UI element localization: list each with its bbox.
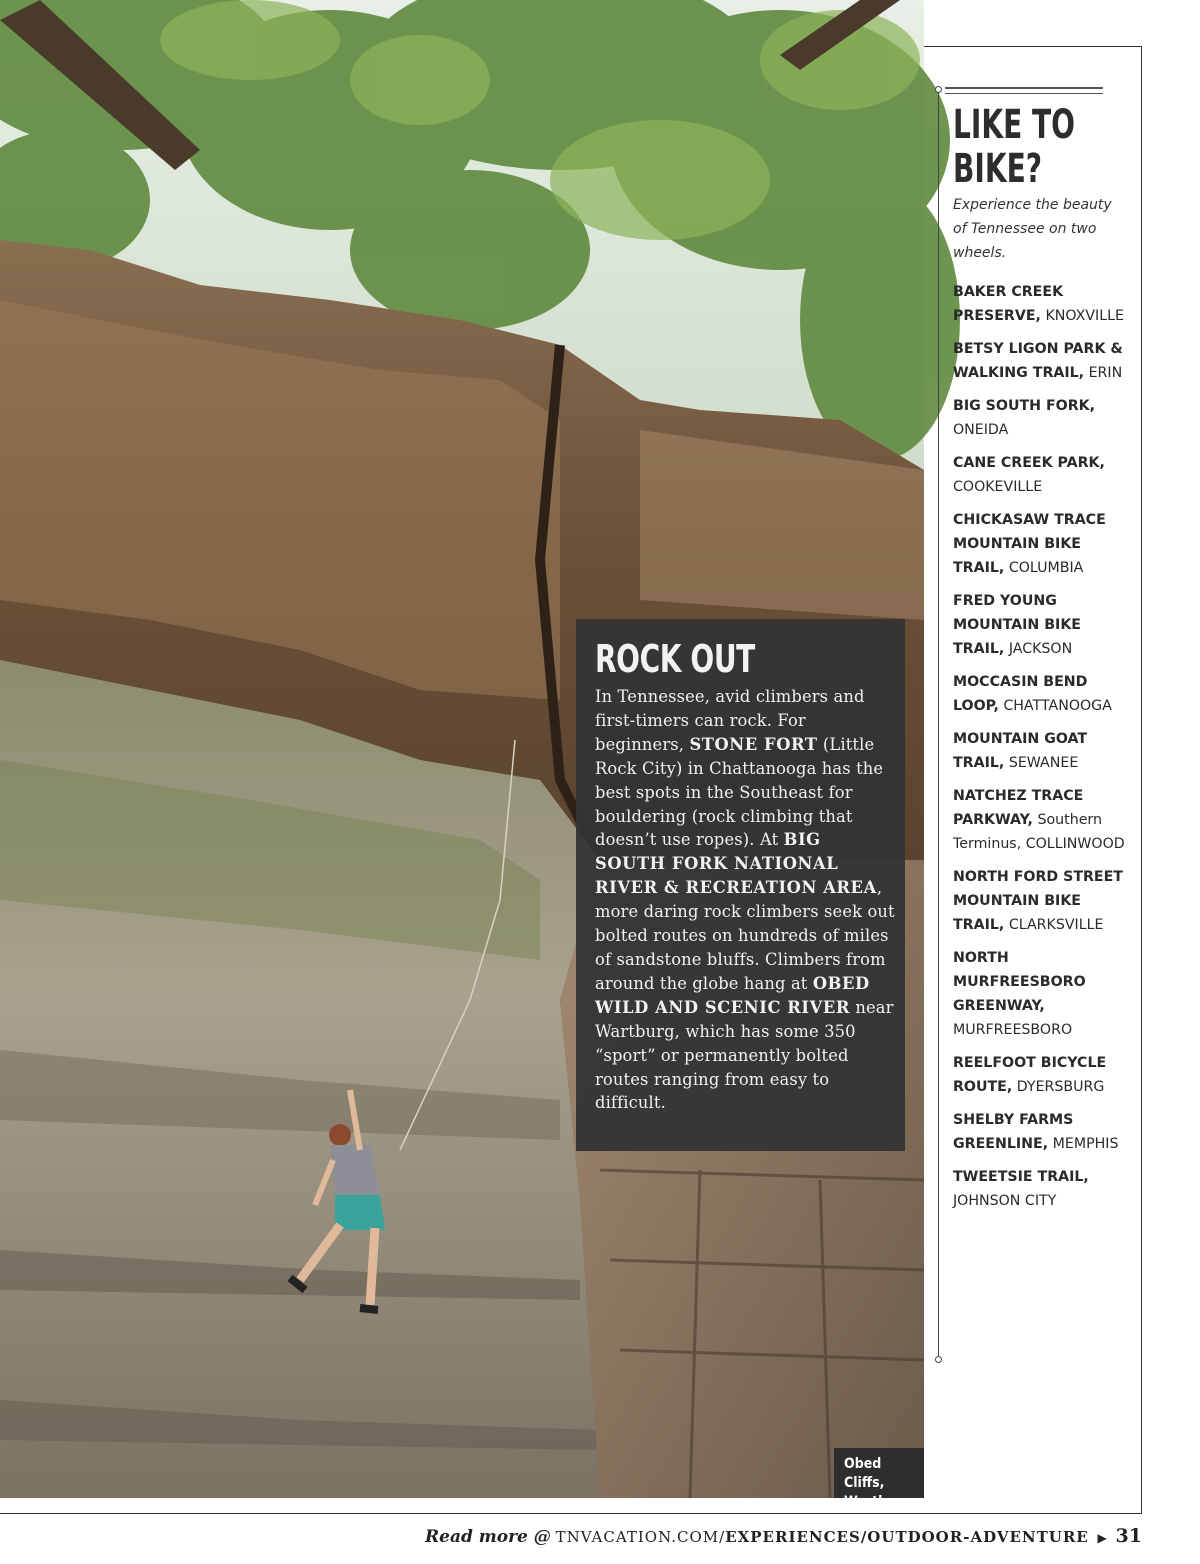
bike-trail-name: NATCHEZ TRACE PARKWAY, (953, 788, 1084, 828)
footer-url-link[interactable]: TNVACATION.COM/ (555, 1528, 726, 1546)
bike-trail-item (953, 337, 1133, 385)
frame-right-line (1141, 46, 1142, 1514)
frame-bottom-line (0, 1513, 1142, 1514)
bike-trail-location: Southern Terminus, COLLINWOOD (953, 812, 1125, 852)
page-number: 31 (1115, 1525, 1142, 1547)
bike-trail-item (953, 394, 1133, 442)
bike-trail-name: MOCCASIN BEND LOOP, (953, 674, 1088, 714)
bike-trail-location: CHATTANOOGA (1003, 698, 1112, 714)
bike-trail-name: TWEETSIE TRAIL, (953, 1169, 1089, 1185)
bike-trail-name: NORTH FORD STREET MOUNTAIN BIKE TRAIL, (953, 869, 1123, 933)
bike-trail-location: MEMPHIS (1052, 1136, 1119, 1152)
rock-out-text-1: In Tennessee, avid climbers and first-timers can rock. For beginners, (595, 687, 865, 754)
bike-trail-location: ERIN (1088, 365, 1123, 381)
bike-trail-item (953, 1051, 1133, 1099)
frame-top-line (924, 46, 1142, 47)
sidebar-rule-cap-bottom (935, 1356, 942, 1363)
rock-out-text-2: (Little Rock City) in Chattanooga has the best spots in the Southeast for bouldering (rock climbing that doesn’t use ropes). At (595, 734, 884, 850)
sidebar-double-rule-b (945, 93, 1103, 94)
bike-trail-name: BETSY LIGON PARK & WALKING TRAIL, (953, 341, 1123, 381)
sidebar-title: LIKE TO BIKE? (953, 102, 1076, 192)
bike-trail-location: JACKSON (1008, 641, 1073, 657)
bike-trail-name: SHELBY FARMS GREENLINE, (953, 1112, 1074, 1152)
rock-out-highlight-stone-fort: STONE FORT (689, 734, 818, 754)
bike-trail-item (953, 727, 1133, 775)
bike-trail-item (953, 451, 1133, 499)
rock-out-highlight-big-south-fork: BIG SOUTH FORK NATIONAL RIVER & RECREATION AREA (595, 830, 877, 898)
caption-line-2: Wartburg (844, 1494, 912, 1510)
sidebar-rule-cap-top (935, 86, 942, 93)
sidebar-double-rule-a (945, 87, 1103, 89)
sidebar-vertical-rule (938, 90, 939, 1360)
sidebar-subtitle: Experience the beauty of Tennessee on two wheels. (953, 197, 1112, 261)
rock-out-title: ROCK OUT (595, 637, 755, 681)
caption-line-1: Obed Cliffs, (844, 1456, 885, 1491)
bike-trail-location: MURFREESBORO (953, 1022, 1073, 1038)
bike-trail-item (953, 865, 1133, 937)
footer (425, 1522, 1142, 1550)
bike-trail-location: CLARKSVILLE (1008, 917, 1104, 933)
bike-trail-location: SEWANEE (1008, 755, 1079, 771)
bike-trail-item (953, 589, 1133, 661)
photo-caption (834, 1448, 924, 1510)
bike-trail-location: COOKEVILLE (953, 479, 1043, 495)
bike-trail-item (953, 280, 1133, 328)
bike-trail-name: BAKER CREEK PRESERVE, (953, 284, 1064, 324)
bike-trail-item (953, 1108, 1133, 1156)
bike-trail-list (953, 280, 1133, 1222)
bike-trail-name: NORTH MURFREESBORO GREENWAY, (953, 950, 1086, 1014)
bike-trail-location: COLUMBIA (1008, 560, 1084, 576)
footer-read-more: Read more @ (425, 1527, 551, 1547)
arrow-right-icon: ▶ (1097, 1531, 1107, 1545)
bike-trail-location: JOHNSON CITY (953, 1193, 1057, 1209)
footer-url-path[interactable]: EXPERIENCES/OUTDOOR-ADVENTURE (725, 1528, 1089, 1546)
rock-out-highlight-obed: OBED WILD AND SCENIC RIVER (595, 973, 870, 1017)
bike-trail-item (953, 784, 1133, 856)
bike-trail-name: REELFOOT BICYCLE ROUTE, (953, 1055, 1107, 1095)
bike-trail-item (953, 670, 1133, 718)
bike-trail-item (953, 1165, 1133, 1213)
rock-out-text-4: near Wartburg, which has some 350 “sport” or permanently bolted routes ranging from easy to difficult. (595, 997, 894, 1113)
bike-trail-location: KNOXVILLE (1045, 308, 1124, 324)
bike-trail-name: CANE CREEK PARK, (953, 455, 1105, 471)
bike-trail-name: CHICKASAW TRACE MOUNTAIN BIKE TRAIL, (953, 512, 1106, 576)
bike-trail-name: FRED YOUNG MOUNTAIN BIKE TRAIL, (953, 593, 1081, 657)
rock-out-box (576, 619, 905, 1151)
bike-trail-item (953, 508, 1133, 580)
rock-out-body (595, 685, 895, 1115)
bike-trail-name: BIG SOUTH FORK, (953, 398, 1096, 414)
bike-trail-location: ONEIDA (953, 422, 1009, 438)
bike-trail-name: MOUNTAIN GOAT TRAIL, (953, 731, 1088, 771)
bike-trail-location: DYERSBURG (1016, 1079, 1105, 1095)
rock-out-text-3: , more daring rock climbers seek out bolted routes on hundreds of miles of sandstone bluffs. Climbers from around the globe hang at (595, 878, 895, 993)
bike-trail-item (953, 946, 1133, 1042)
